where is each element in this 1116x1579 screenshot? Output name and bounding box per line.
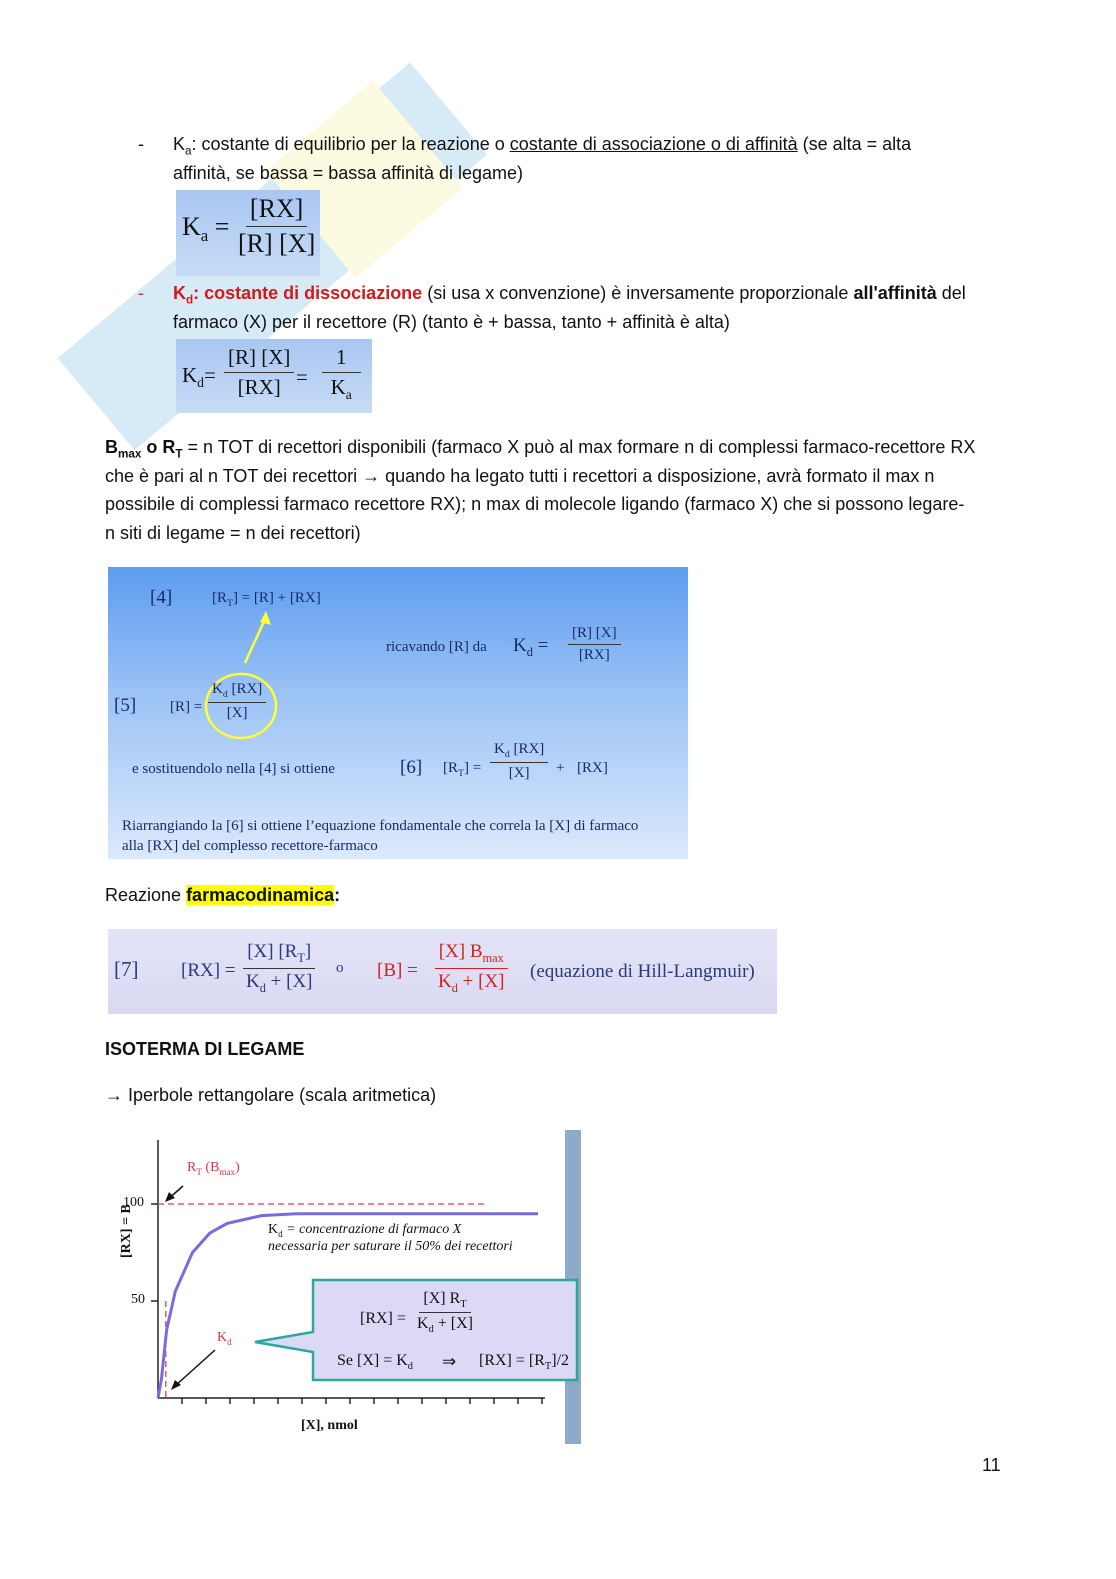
ka-formula-lhs bbox=[182, 212, 229, 246]
eq6-num-k: K bbox=[494, 741, 505, 757]
kd-label-sub: d bbox=[227, 1336, 232, 1347]
kd-formula-num1: [R] [X] bbox=[224, 345, 294, 373]
kd-note-k: K bbox=[268, 1222, 279, 1237]
eq6-rx: [RX] bbox=[577, 760, 608, 776]
kd-arrow-line bbox=[175, 1350, 215, 1386]
riarrangiando-line1: Riarrangiando la [6] si ottiene l’equazione fondamentale che correla la [X] di farmaco bbox=[122, 818, 639, 834]
eq5-num-rest: [RX] bbox=[227, 681, 263, 697]
kd-fraction bbox=[568, 625, 621, 664]
eq6-den: [X] bbox=[508, 765, 530, 781]
kd-formula-fraction2 bbox=[322, 345, 361, 403]
eq7-den2-sub: d bbox=[451, 980, 458, 995]
kd-formula-num2: 1 bbox=[322, 345, 361, 373]
ka-formula-k: K bbox=[182, 212, 201, 241]
eq7-den1 bbox=[242, 969, 317, 996]
kd-formula-den2-sub: a bbox=[345, 387, 352, 403]
eq7-num1-sub: T bbox=[297, 950, 305, 965]
eq7-den2-k: K bbox=[438, 970, 452, 992]
ka-text: : costante di equilibrio per la reazione o bbox=[191, 134, 510, 154]
ka-text-after: (se alta = alta bbox=[797, 134, 912, 154]
bmax-line1 bbox=[105, 437, 975, 461]
eq5-num bbox=[208, 681, 266, 703]
eq4-text bbox=[212, 590, 321, 609]
riarrangiando-line2: alla [RX] del complesso recettore-farmaco bbox=[122, 838, 378, 854]
kd-formula-den2-k: K bbox=[330, 375, 346, 399]
kd-red-term bbox=[173, 283, 423, 307]
eq6-num-sub: d bbox=[504, 749, 510, 760]
eq6-fraction bbox=[490, 741, 548, 782]
ka-formula-num: [RX] bbox=[246, 194, 307, 227]
eq4-rest: ] = [R] + [RX] bbox=[232, 590, 321, 606]
kd-lhs-eq: = bbox=[537, 635, 549, 656]
eq7-num1-text: [X] [R bbox=[247, 941, 298, 962]
eq6-label: [6] bbox=[400, 757, 423, 778]
kd-lhs-sub: d bbox=[526, 644, 533, 659]
eq6-lhs-sub: T bbox=[458, 768, 464, 779]
eq4-r: [R bbox=[212, 590, 227, 606]
bmax-label-r: R bbox=[187, 1160, 197, 1175]
eq5-den: [X] bbox=[226, 705, 248, 721]
bmax-label-sub2: max bbox=[219, 1166, 236, 1177]
callout-den-rest: + [X] bbox=[433, 1315, 473, 1333]
kd-formula-lhs bbox=[182, 363, 216, 391]
eq7-lhs2: [B] = bbox=[377, 960, 418, 981]
ka-formula bbox=[176, 190, 320, 276]
y-tick-label-50: 50 bbox=[131, 1292, 145, 1307]
callout-den-k: K bbox=[417, 1315, 429, 1333]
kd-formula-eq2: = bbox=[296, 365, 308, 389]
callout-result-end: ]/2 bbox=[551, 1352, 570, 1369]
y-tick-label-100: 100 bbox=[123, 1195, 144, 1210]
ka-formula-eq: = bbox=[214, 212, 230, 241]
isotherm-chart bbox=[105, 1130, 581, 1444]
isoterma-heading: ISOTERMA DI LEGAME bbox=[105, 1039, 305, 1059]
bmax-r-sub: T bbox=[175, 447, 183, 461]
kd-definition-line2: farmaco (X) per il recettore (R) (tanto è + bassa, tanto + affinità è alta) bbox=[173, 312, 730, 332]
eq7-num2-sub: max bbox=[482, 950, 504, 965]
eq7-fraction2 bbox=[434, 941, 509, 996]
kd-bold-term: all'affinità bbox=[853, 283, 937, 303]
eq6-num-rest: [RX] bbox=[509, 741, 545, 757]
eq4-label: [4] bbox=[150, 587, 173, 608]
kd-note-text1: = concentrazione di farmaco X bbox=[282, 1222, 462, 1237]
eq4-sub: T bbox=[227, 598, 233, 609]
callout-fraction bbox=[413, 1290, 477, 1335]
eq5-fraction bbox=[208, 681, 266, 722]
eq5-label: [5] bbox=[114, 695, 137, 716]
bmax-line1-rest: = n TOT di recettori disponibili (farmaco X può al max formare n di complessi farmaco-recettore RX bbox=[182, 437, 976, 457]
callout-result-text: [RX] = [R bbox=[479, 1352, 545, 1369]
kd-note-line1 bbox=[268, 1222, 513, 1239]
bullet-kd: - bbox=[138, 283, 144, 303]
page-number: 11 bbox=[982, 1455, 1001, 1475]
hill-langmuir-panel bbox=[108, 929, 777, 1014]
kd-num: [R] [X] bbox=[568, 625, 621, 645]
eq7-den2 bbox=[434, 969, 509, 996]
eq5-lhs: [R] = bbox=[170, 699, 203, 715]
bmax-b: B bbox=[105, 437, 118, 457]
kd-formula-den1: [RX] bbox=[237, 375, 281, 399]
bmax-line2: che è pari al n TOT dei recettori → quando ha legato tutti i recettori a disposizione, avrà formato il max n bbox=[105, 466, 935, 486]
ka-formula-sub: a bbox=[200, 226, 209, 246]
kd-lhs bbox=[513, 635, 548, 660]
bmax-label-sub: T bbox=[196, 1166, 202, 1177]
kd-red-text: : costante di dissociazione bbox=[193, 283, 423, 303]
implies-arrow: ⇒ bbox=[442, 1352, 457, 1371]
eq6-plus: + bbox=[556, 760, 565, 776]
bmax-line3: possibile di complessi farmaco recettore RX); n max di molecole ligando (farmaco X) che si possono legare- bbox=[105, 494, 965, 514]
kd-definition-line1 bbox=[173, 283, 966, 307]
eq7-den1-rest: + [X] bbox=[265, 970, 313, 992]
bmax-label bbox=[187, 1160, 240, 1177]
yellow-arrow-line bbox=[245, 617, 266, 663]
callout-num-text: [X] R bbox=[423, 1290, 461, 1307]
reazione-highlight: farmacodinamica bbox=[186, 885, 335, 905]
bullet-ka: - bbox=[138, 134, 144, 154]
ka-symbol: K bbox=[173, 134, 186, 154]
kd-formula-fraction1 bbox=[224, 345, 294, 400]
ka-definition-line1 bbox=[173, 134, 911, 158]
kd-formula-eq1: = bbox=[204, 363, 216, 387]
derivation-panel bbox=[108, 567, 688, 859]
sostituendo-text: e sostituendolo nella [4] si ottiene bbox=[132, 761, 335, 777]
reazione-prefix: Reazione bbox=[105, 885, 187, 905]
eq7-num1 bbox=[243, 941, 315, 969]
eq6-lhs-rest: ] = bbox=[463, 760, 482, 776]
x-axis-label: [X], nmol bbox=[301, 1418, 358, 1433]
ka-definition-line2: affinità, se bassa = bassa affinità di legame) bbox=[173, 163, 524, 183]
callout-se-sub: d bbox=[407, 1361, 413, 1373]
eq6-num bbox=[490, 741, 548, 763]
bmax-b-sub: max bbox=[118, 447, 142, 461]
kd-text-mid: (si usa x convenzione) è inversamente proporzionale bbox=[422, 283, 854, 303]
bmax-o: o bbox=[141, 437, 163, 457]
kd-lhs-k: K bbox=[513, 635, 527, 656]
bmax-label-rest: (B bbox=[201, 1160, 220, 1175]
eq6-lhs-r: [R bbox=[443, 760, 458, 776]
kd-formula-sub: d bbox=[197, 375, 204, 391]
callout-condition bbox=[337, 1352, 413, 1372]
ka-sub: a bbox=[185, 144, 192, 158]
ricavando-text: ricavando [R] da bbox=[386, 639, 487, 655]
callout-result bbox=[479, 1352, 569, 1372]
kd-den: [RX] bbox=[578, 647, 610, 663]
reazione-heading bbox=[105, 885, 340, 906]
kd-note-sub: d bbox=[278, 1228, 283, 1239]
x-ticks bbox=[182, 1398, 542, 1404]
reazione-suffix: : bbox=[334, 885, 341, 905]
eq7-den2-rest: + [X] bbox=[457, 970, 505, 992]
eq7-num2 bbox=[435, 941, 508, 969]
isoterma-subtitle: → Iperbole rettangolare (scala aritmetica) bbox=[105, 1085, 437, 1105]
callout-den-sub: d bbox=[428, 1324, 434, 1336]
bmax-label-end: ) bbox=[235, 1160, 240, 1175]
bmax-line4: n siti di legame = n dei recettori) bbox=[105, 523, 361, 543]
yellow-arrow-head bbox=[260, 611, 271, 625]
callout-num bbox=[419, 1290, 470, 1313]
y-axis-label: [RX] = B bbox=[119, 1204, 134, 1258]
callout-num-sub: T bbox=[460, 1299, 467, 1311]
eq7-num2-text: [X] B bbox=[438, 941, 483, 962]
ka-underlined-term: costante di associazione o di affinità bbox=[509, 134, 798, 154]
kd-formula-k: K bbox=[182, 363, 198, 387]
kd-label bbox=[217, 1330, 232, 1347]
eq7-lhs: [RX] = bbox=[181, 960, 236, 981]
ka-formula-fraction bbox=[234, 194, 319, 259]
kd-symbol: K bbox=[173, 283, 186, 303]
kd-text-after: del bbox=[936, 283, 966, 303]
eq7-label: [7] bbox=[114, 957, 139, 981]
callout-den bbox=[413, 1313, 477, 1335]
eq5-num-k: K bbox=[212, 681, 223, 697]
callout-result-sub: T bbox=[544, 1361, 552, 1373]
eq7-den1-sub: d bbox=[259, 980, 266, 995]
callout-se: Se [X] = K bbox=[337, 1352, 408, 1369]
eq7-den1-k: K bbox=[246, 970, 260, 992]
eq7-fraction1 bbox=[242, 941, 317, 996]
ka-formula-den: [R] [X] bbox=[238, 229, 316, 258]
hill-langmuir-note: (equazione di Hill-Langmuir) bbox=[530, 961, 755, 982]
kd-note-line2: necessaria per saturare il 50% dei recettori bbox=[268, 1238, 513, 1254]
eq7-num1-end: ] bbox=[304, 941, 312, 962]
eq5-num-sub: d bbox=[222, 689, 228, 700]
kd-formula-den2 bbox=[327, 373, 356, 403]
kd-label-k: K bbox=[217, 1330, 228, 1345]
eq7-o: o bbox=[336, 960, 344, 976]
kd-sub: d bbox=[186, 293, 194, 307]
callout-lhs: [RX] = bbox=[360, 1310, 406, 1327]
kd-formula bbox=[176, 339, 372, 413]
bmax-r: R bbox=[162, 437, 176, 457]
eq6-lhs bbox=[443, 760, 481, 779]
isotherm-svg bbox=[105, 1130, 581, 1444]
kd-note bbox=[268, 1222, 513, 1255]
